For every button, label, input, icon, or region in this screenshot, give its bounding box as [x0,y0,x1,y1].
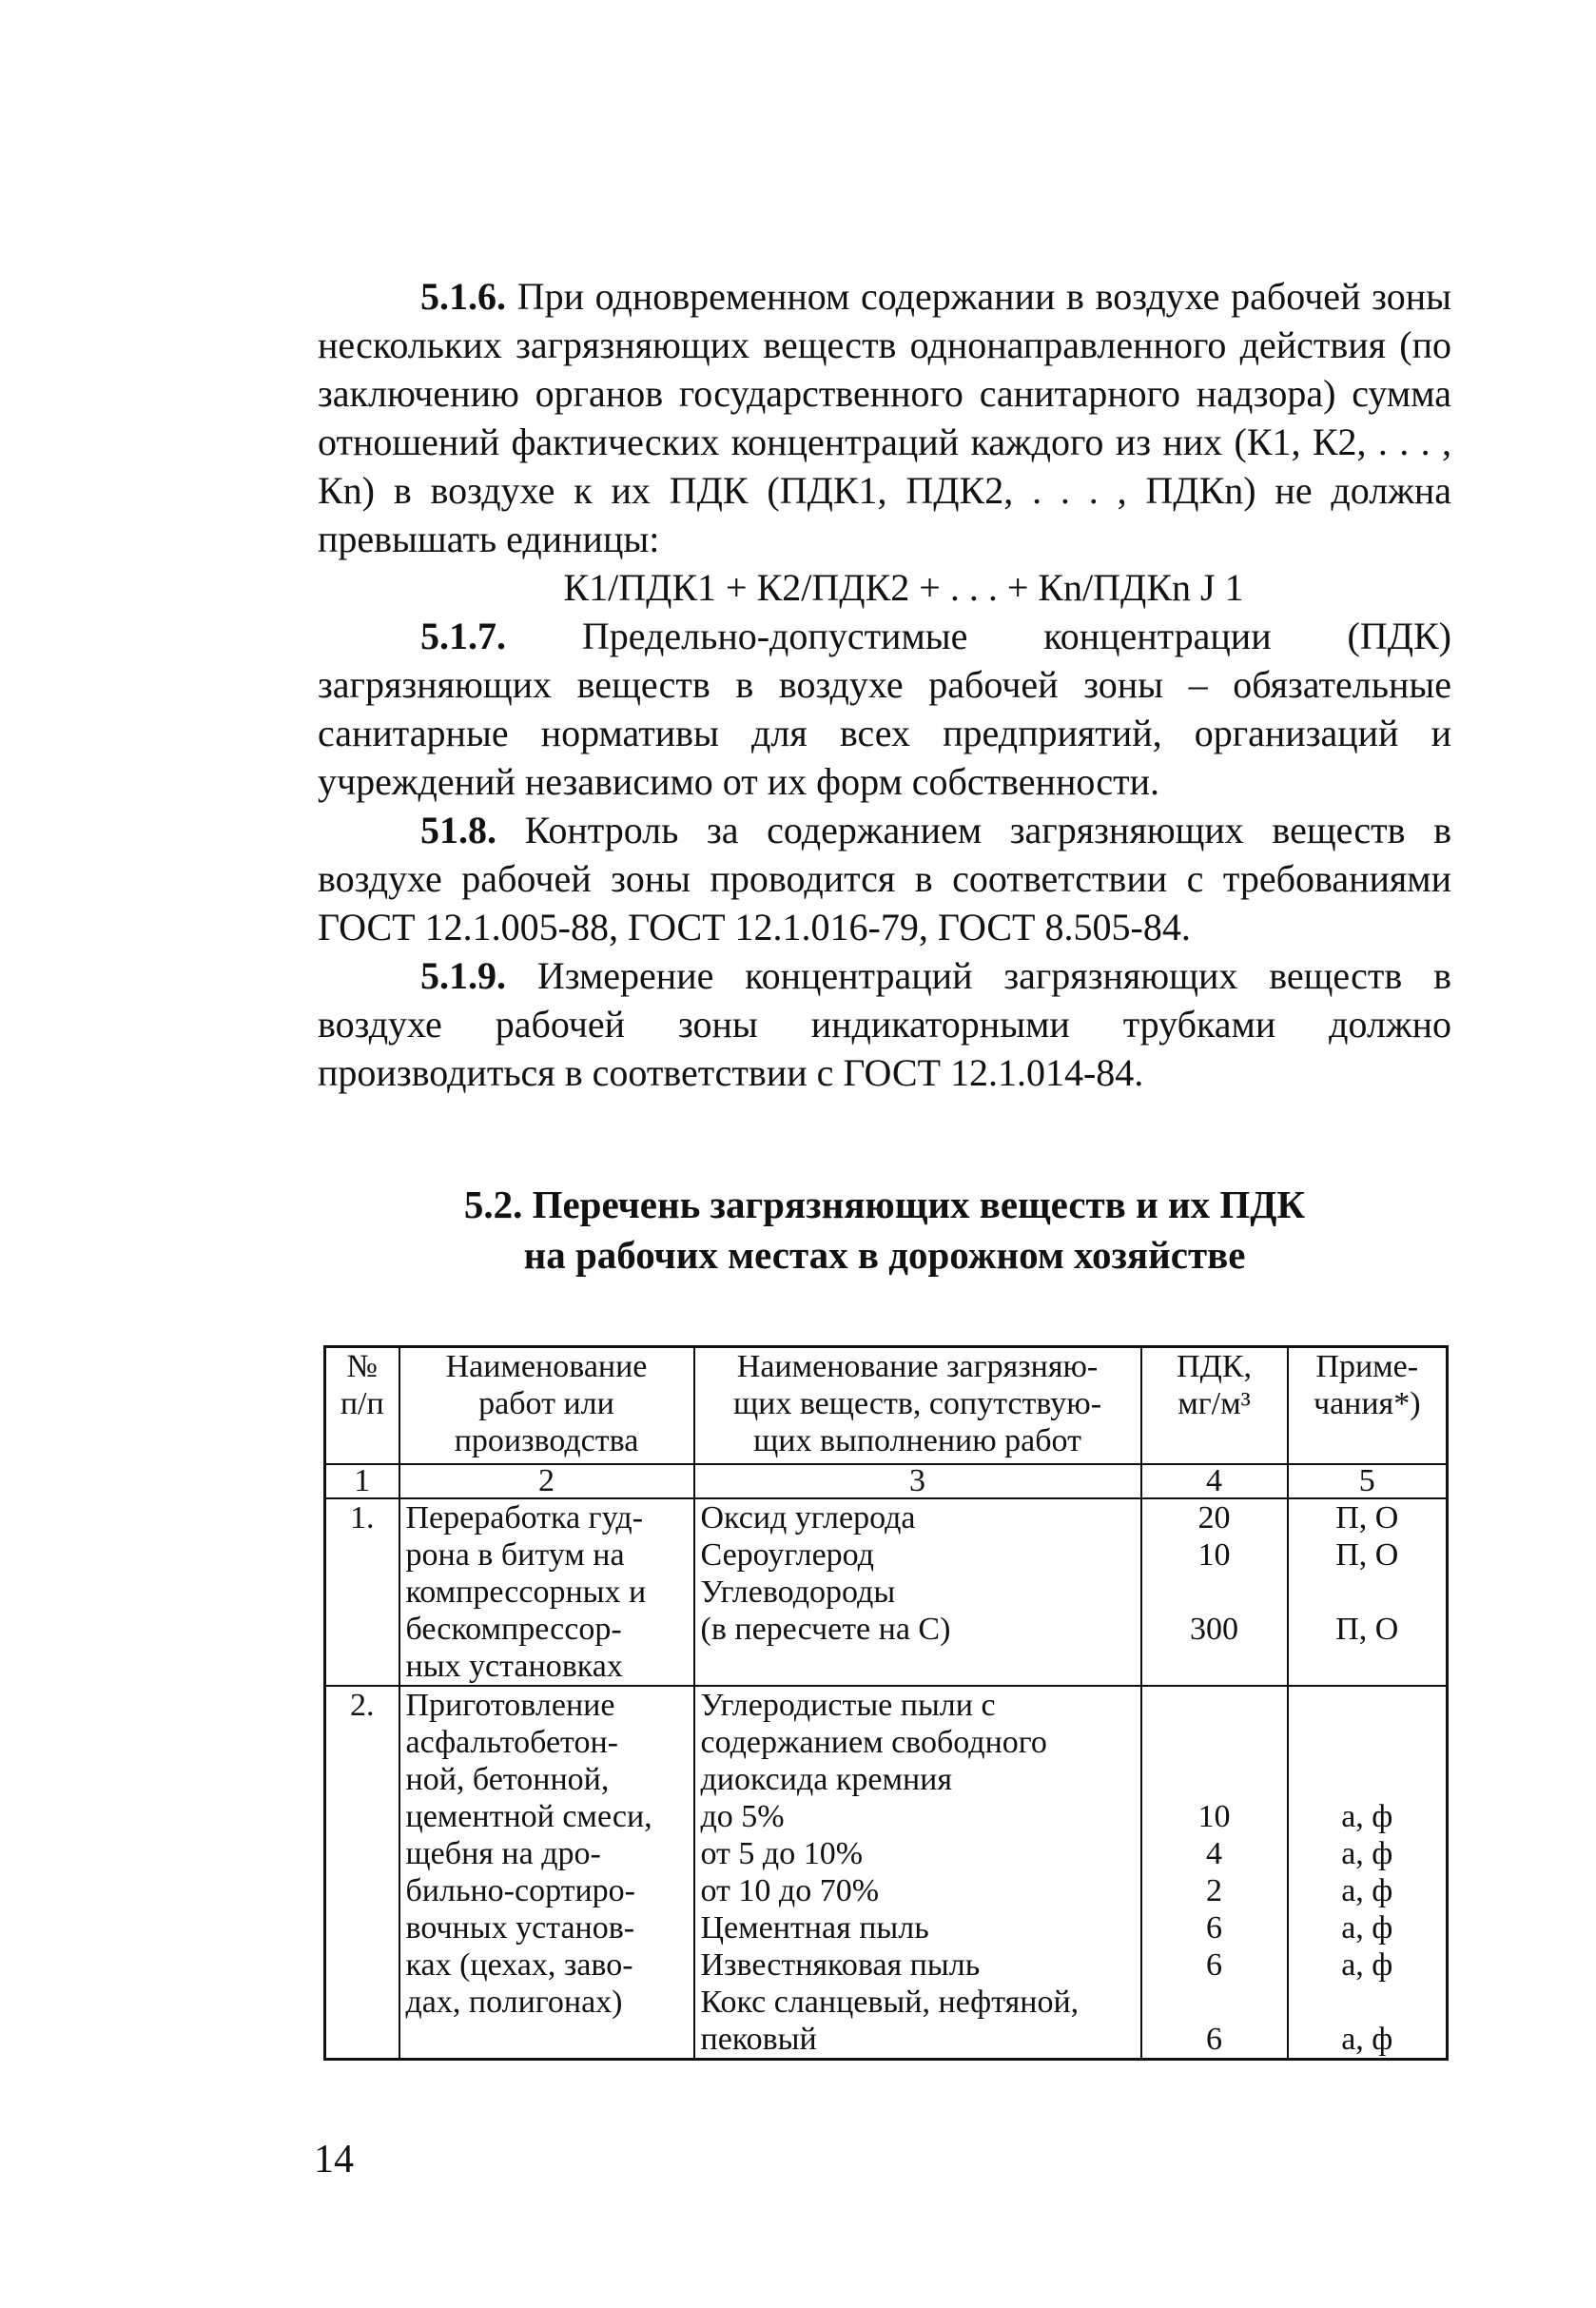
work-cell: Переработка гуд- рона в битум на компрессорных и бескомпрессор- ных установках [399,1498,694,1686]
paragraph-5-1-6 [318,272,1451,563]
paragraph-5-1-7 [318,612,1451,806]
header-pdk: ПДК, мг/м³ [1141,1347,1288,1465]
pollutants-table [323,1345,1449,2061]
work-cell: Приготовление асфальтобетон- ной, бетонной, цементной смеси, щебня на дро- бильно-сортиро- вочных установ- ках (цехах, заво- дах, полигонах) [399,1686,694,2060]
header-work: Наименование работ или производства [399,1347,694,1465]
clause-text: Предельно-допустимые концентрации (ПДК) загрязняющих веществ в воздухе рабочей зоны – обязательные санитарные нормативы для всех предприятий, организаций и учреждений независимо от их форм собственности. [318,615,1452,803]
column-index: 2 [399,1464,694,1498]
clause-number: 5.1.9. [420,954,506,997]
paragraph-5-1-9 [318,951,1451,1097]
notes-cell: П, О П, О П, О [1288,1498,1448,1686]
row-number: 1. [325,1498,399,1686]
page-number: 14 [314,2138,354,2181]
body-text [318,272,1451,1097]
clause-number: 5.1.7. [420,615,506,657]
table-row [325,1498,1448,1686]
formula: К1/ПДК1 + К2/ПДК2 + . . . + Кn/ПДКn J 1 [563,566,1244,609]
table-header-row [325,1347,1448,1465]
section-title-line-2: на рабочих местах в дорожном хозяйстве [523,1233,1246,1277]
section-heading [318,1180,1451,1281]
column-index: 5 [1288,1464,1448,1498]
column-index: 1 [325,1464,399,1498]
header-notes: Приме- чания*) [1288,1347,1448,1465]
clause-number: 5.1.6. [420,275,506,318]
clause-text: Контроль за содержанием загрязняющих веществ в воздухе рабочей зоны проводится в соответствии с требованиями ГОСТ 12.1.005-88, ГОСТ 12.1.016-79, ГОСТ 8.505-84. [318,809,1451,949]
clause-number: 51.8. [420,809,496,851]
column-index: 3 [694,1464,1141,1498]
substances-cell: Оксид углерода Сероуглерод Углеводороды (в пересчете на С) [694,1498,1141,1686]
pdk-cell: 10 4 2 6 6 6 [1141,1686,1288,2060]
pdk-cell: 20 10 300 [1141,1498,1288,1686]
table-row [325,1686,1448,2060]
column-index: 4 [1141,1464,1288,1498]
header-substances: Наименование загрязняю- щих веществ, сопутствую- щих выполнению работ [694,1347,1141,1465]
substances-cell: Углеродистые пыли с содержанием свободного диоксида кремния до 5% от 5 до 10% от 10 до 70% Цементная пыль Известняковая пыль Кокс сланцевый, нефтяной, пековый [694,1686,1141,2060]
notes-cell: а, ф а, ф а, ф а, ф а, ф а, ф [1288,1686,1448,2060]
header-number: № п/п [325,1347,399,1465]
row-number: 2. [325,1686,399,2060]
paragraph-5-1-8 [318,806,1451,951]
clause-text: При одновременном содержании в воздухе рабочей зоны нескольких загрязняющих веществ однонаправленного действия (по заключению органов государственного санитарного надзора) сумма отношений фактических концентраций каждого из них (К1, К2, . . . , Кn) в воздухе к их ПДК (ПДК1, ПДК2, . . . , ПДКn) не должна превышать единицы: [318,275,1452,560]
clause-text: Измерение концентраций загрязняющих веществ в воздухе рабочей зоны индикаторными трубками должно производиться в соответствии с ГОСТ 12.1.014-84. [318,954,1452,1094]
section-title-line-1: 5.2. Перечень загрязняющих веществ и их ПДК [463,1183,1306,1226]
column-index-row [325,1464,1448,1498]
